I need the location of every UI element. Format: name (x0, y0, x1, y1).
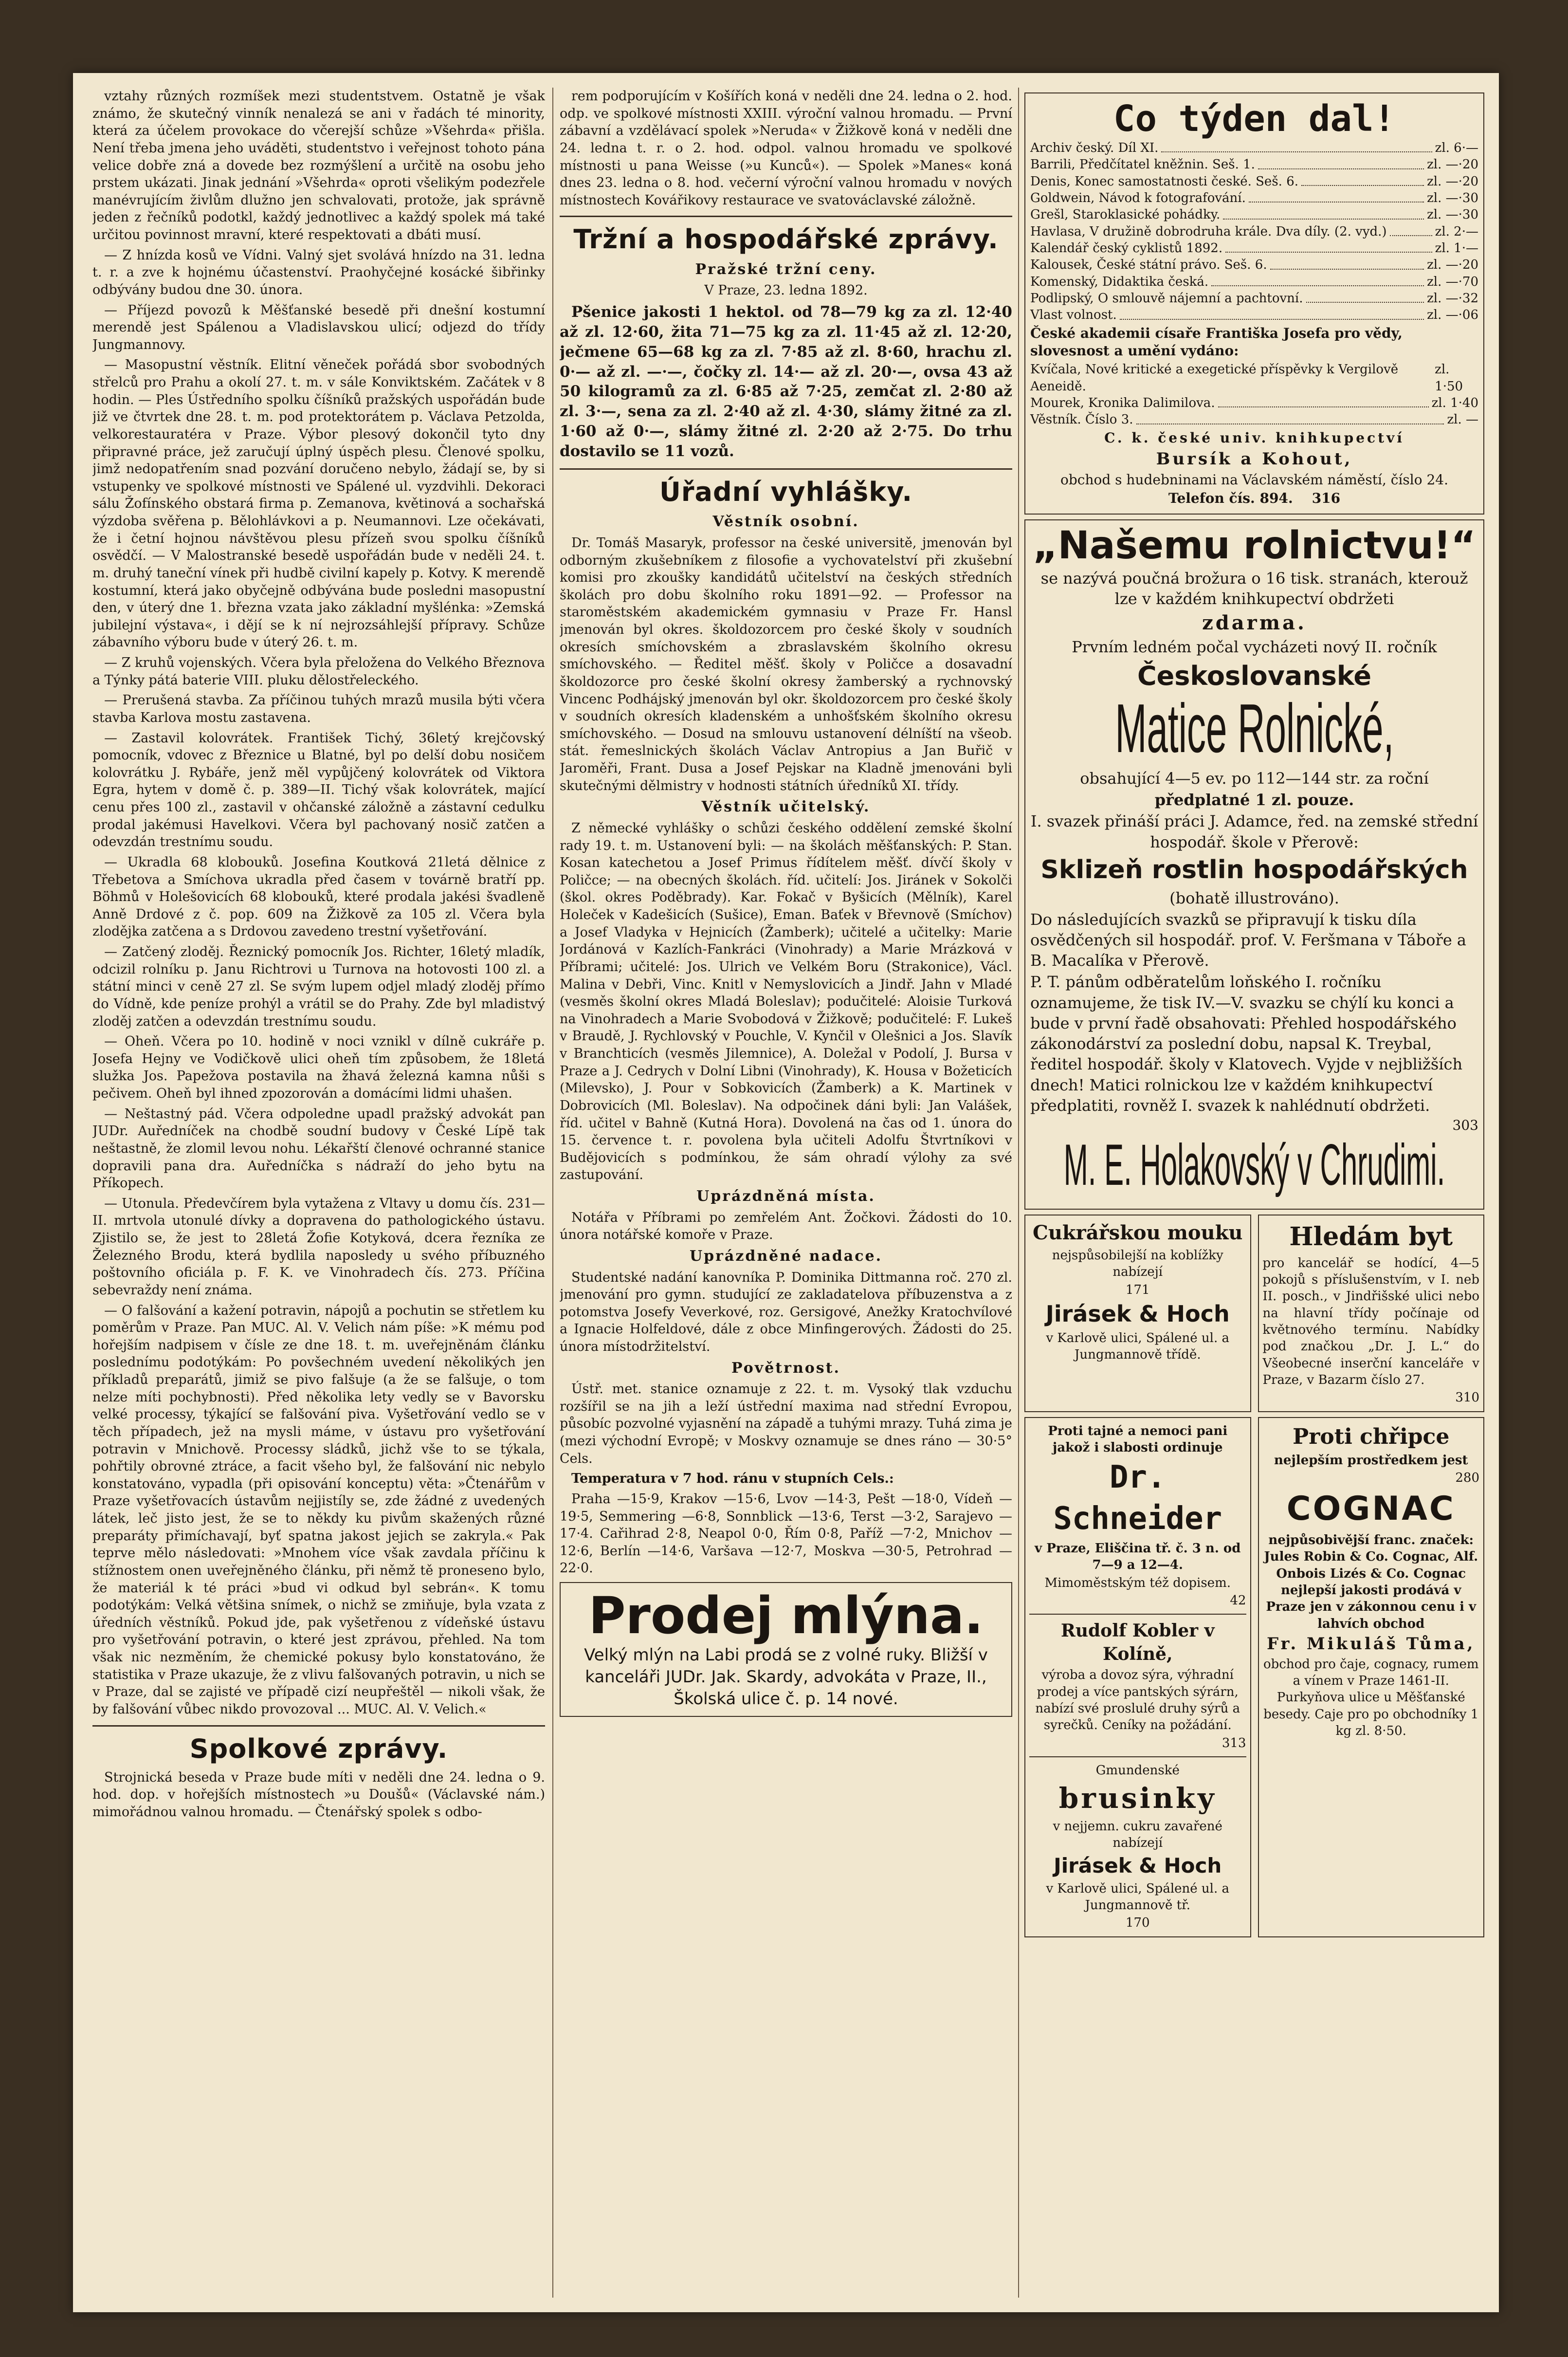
schneider-title: Dr. Schneider (1053, 1459, 1222, 1537)
co-tyden-title: Co týden dal! (1113, 98, 1396, 140)
zdarma-text: zdarma. (1202, 611, 1307, 634)
rolnictvu-text: se nazývá poučná brožura o 16 tisk. stranách, kterouž lze v každém knihkupectví obdržeti (1040, 569, 1468, 608)
trzni-zpravy-heading: Tržní a hospodářské zprávy. (560, 216, 1012, 257)
advert-number: 42 (1230, 1593, 1246, 1608)
book-price: zl. —·06 (1427, 308, 1478, 323)
column-divider (552, 88, 553, 2298)
book-title: Kalousek, České státní právo. Seš. 6. (1030, 258, 1267, 273)
book-price: zl. —·30 (1427, 207, 1478, 222)
advert-number: 310 (1455, 1390, 1479, 1405)
cognac-title: COGNAC (1286, 1490, 1456, 1528)
advert-number: 316 (1312, 490, 1341, 507)
book-row (1030, 411, 1478, 428)
bookstore-line-1: C. k. české univ. knihkupectví (1104, 429, 1404, 446)
book-price: zl. 2·— (1435, 224, 1478, 239)
book-price: zl. —·30 (1427, 191, 1478, 206)
book-title: Denis, Konec samostatnosti české. Seš. 6. (1030, 174, 1299, 189)
proti-chripce-title: Proti chřipce (1293, 1424, 1450, 1449)
bohate-text: (bohatě illustrováno). (1169, 888, 1339, 907)
bookstore-line-2: Bursík a Kohout, (1156, 449, 1353, 469)
book-title: Grešl, Staroklasické pohádky. (1030, 207, 1221, 222)
advert-number: 170 (1125, 1915, 1150, 1931)
book-title: Vlast volnost. (1030, 308, 1117, 323)
predplatne-text: předplatné 1 zl. pouze. (1154, 791, 1354, 810)
holakovsky-title: M. E. Holakovský v Chrudimi. (1063, 1136, 1445, 1198)
pocet-text: Prvním ledném počal vycházeti nový II. ročník (1072, 638, 1437, 657)
schneider-note: Mimoměstským též dopisem. (1044, 1575, 1231, 1590)
book-title: Věstník. Číslo 3. (1030, 412, 1133, 427)
brusinky-title: brusinky (1058, 1782, 1217, 1815)
matice-title: Matice Rolnické, (1115, 694, 1394, 767)
article-paragraph: — Zatčený zloděj. Řeznický pomocník Jos. Richter, 16letý mladík, odcizil rolníku p. Janu Richtrovi u Turnova na hotovosti 100 zl. a státní minci v ceně 27 zl. Se svým lupem odjel mladý zloděj přímo do Vídně, kde peníze prohýl a vrátil se do Prahy. Zde byl mladistvý zloděj zatčen a odevzdán trestnímu soudu. (92, 944, 545, 1029)
book-price: zl. —·20 (1427, 258, 1478, 273)
article-paragraph: — Ukradla 68 klobouků. Josefina Koutková 21letá dělnice z Třebetova a Smíchova ukradla před časem v továrně bratří pp. Böhmů v Holešovicích 68 klobouků, které prodala jakési švadleně Anně Drdové z č. pop. 609 na Žižkově za 105 zl. Včera byla zlodějka zatčena a s Drdovou zavedeno trestní vyšetřování. (92, 854, 545, 939)
article-paragraph: rem podporujícím v Košířích koná v neděli dne 24. ledna o 2. hod. odp. ve spolkové místnosti XXIII. výroční valnou hromadu. — První zábavní a vzdělávací spolek »Neruda« v Žižkově koná v neděli dne 24. ledna t. r. o 2. hod. odpol. valnou hromadu ve spolkové místnosti u pana Weisse (»u Kunců«). — Spolek »Manes« koná dnes 23. ledna o 8. hod. večerní výroční valnou hromadu v nových místnostech Kovářikovy restaurace ve svatováclavské záložně. (560, 89, 1012, 208)
cognac-advert (1258, 1417, 1485, 1937)
book-price: zl. —·20 (1427, 157, 1478, 172)
hledam-title: Hledám byt (1289, 1222, 1453, 1252)
uprazdnene-nadace-heading: Uprázdněné nadace. (689, 1247, 883, 1265)
svazek-text: I. svazek přináší práci J. Adamce, řed. na zemské střední hospodář. škole v Přerově: (1030, 812, 1478, 851)
bookstore-phone (1030, 490, 1478, 508)
column-2 (560, 88, 1012, 2298)
book-row (1030, 140, 1478, 156)
uredni-vyhlasky-heading: Úřadní vyhlášky. (560, 468, 1012, 509)
book-row (1030, 307, 1478, 323)
article-paragraph: Strojnická beseda v Praze bude míti v neděli dne 24. ledna o 9. hod. dop. v hořejších místnostech »u Doušů« (Václavské nám.) mimořádnou valnou hromadu. — Čtenářský spolek s odbo- (92, 1769, 545, 1820)
gmundenske-text: Gmundenské (1095, 1763, 1180, 1778)
book-row (1030, 395, 1478, 411)
akademie-text: České akademii císaře Františka Josefa pro vědy, slovesnost a umění vydáno: (1030, 325, 1403, 359)
book-price: zl. 1·40 (1431, 396, 1478, 411)
jirasek-title: Jirásek & Hoch (1054, 1854, 1222, 1878)
brusinky-text: v nejjemn. cukru zavařené nabízejí (1053, 1819, 1222, 1851)
book-title: Kvíčala, Nové kritické a exegetické příspěvky k Vergilově Aeneidě. (1030, 362, 1399, 394)
column-1 (92, 88, 545, 2298)
cognac-text: nejpůsobivější franc. značek: Jules Robin & Co. Cognac, Alf. Onbois Lizés & Co. Cognac nejlepší jakosti prodává v Praze jen v zákonnou cenu i v lahvích obchod (1264, 1532, 1478, 1631)
book-row (1030, 290, 1478, 307)
article-paragraph: — Příjezd povozů k Měšťanské besedě při dnešní kostumní merendě jest Spálenou a Vladislavskou ulicí; odjezd do třídy Jungmannovy. (92, 302, 545, 352)
article-paragraph: — Neštastný pád. Včera odpoledne upadl pražský advokát pan JUDr. Auředníček na chodbě soudní budovy v České Lípě tak neštastně, že zlomil levou nohu. Lékařští členové ochranné stanice dopravili pana dra. Auředníčka s nádraží do jeho bytu na Příkopech. (92, 1106, 545, 1191)
jirasek-title: Jirásek & Hoch (1045, 1300, 1230, 1327)
tuma-title: Fr. Mikuláš Tůma, (1266, 1634, 1476, 1654)
temperature-list: Praha —15·9, Krakov —15·6, Lvov —14·3, Pešt —18·0, Vídeň —19·5, Semmering —6·8, Sonnblick —13·6, Terst —3·2, Sarajevo —17·4. Cařihrad 2·8, Neapol 0·0, Řím 0·8, Paříž —7·2, Mnichov —12·6, Berlín —14·6, Varšava —12·7, Moskva —30·5, Petrohrad —22·0. (560, 1491, 1012, 1576)
article-paragraph: Ústř. met. stanice oznamuje z 22. t. m. Vysoký tlak vzduchu rozšířil se na jih a leží ústřední maxima nad střední Evropou, působíc pozvolné vyjasnění na západě a tuhými mrazy. Tuhá zima je (mezi východní Evropě; v Moskvy oznamuje se dnes ráno — 30·5° Cels. (560, 1381, 1012, 1466)
book-row (1030, 156, 1478, 173)
book-row (1030, 206, 1478, 223)
book-row (1030, 190, 1478, 206)
book-row (1030, 223, 1478, 240)
small-adverts-row-1 (1024, 1215, 1484, 1412)
uprazdnena-mista-heading: Uprázdněná místa. (696, 1188, 875, 1205)
book-price: zl. —·70 (1427, 274, 1478, 289)
advert-number: 171 (1125, 1282, 1150, 1297)
cs-title: Českoslovanské (1137, 660, 1372, 691)
jirasek-address: v Karlově ulici, Spálené ul. a Jungmannově třídě. (1046, 1330, 1230, 1362)
bookstore-line-3: obchod s hudebninami na Václavském náměstí, číslo 24. (1060, 471, 1448, 488)
small-adverts-row-2 (1024, 1417, 1484, 1937)
book-row (1030, 361, 1478, 395)
book-title: Barrili, Předčítatel kněžnin. Seš. 1. (1030, 157, 1255, 172)
mlyn-title: Prodej mlýna. (588, 1586, 984, 1646)
holakovsky-wrap (1030, 1136, 1478, 1204)
article-paragraph: Studentské nadání kanovníka P. Dominika Dittmanna roč. 270 zl. jmenování pro gymn. studující ze zakladatelova příbuzenstva a z potomstva Josefy Veverkové, roz. Gersigové, Anežky Kratochvílové a Ignacie Holfeldové, dále z obce Minfingerových. Žádosti do 25. února místodržitelství. (560, 1270, 1012, 1354)
article-paragraph: — O falšování a kažení potravin, nápojů a pochutin se střetlem ku poměrům v Praze. Pan MUC. Al. V. Velich nám píše: »K mému pod hořejším nadpisem v čísle ze dne 18. t. m. uveřejněnám článku poslednímu podotýkám: Po povšechném uvedení několikých jen příkladů preparátů, jimiž se pivo falšuje (a že se falšuje, o tom nelze míti pochybnosti). Před několika lety vedly se v Bavorsku velké processy, týkající se falšování piva. Vyšetřování vedlo se v těch případech, jež na mysli máme, v ústavu pro vyšetřování potravin v Mnichově. Processy sládků, jichž vše to se týkala, pohřtily obrovné ztráce, a facit všeho byl, že falšování nic nebylo konstatováno, vypadla (při opisování konceptu) věta: »Čtenářům v Praze vyšetřovacích ústavům nejjistíly se, zde žádné z uvedených látek, leč jisto jest, že se to někdy ku pivům skažených různé preparáty přimíchavají, byť spatna jakost jejich se zakryla.« Pak teprve mělo následovati: »Mnohem více však zavdala příčinu k stížnostem onen uveřejněného článku, při němž tě proneseno bylo, že materiál k té práci »bud vi odkud byl sebrán«. K tomu podotýkám: Velká většina snímek, o nichž se zmiňuje, byla vzata z úředních věstníků. Pokud jde, pak vyšetřenou z vídeňské ústavu pro vyšetřování potravin, o které jest zprávou, přehled. Na tom však nic nezměním, že chemické pokusy bylo konstatováno, že statistika v Praze ukazuje, že z vlivu falšovaných potravin, u nich se v Praze, dal se zajisté ve případě cizí neupřeštěl — nikoli však, že by falšování vůbec nikdo provozoval ... MUC. Al. V. Velich.« (92, 1303, 545, 1717)
matice-rolnicke-advert (1024, 519, 1484, 1210)
book-title: Goldwein, Návod k fotografování. (1030, 191, 1246, 206)
article-paragraph: — Prerušená stavba. Za příčinou tuhých mrazů musila býti včera stavba Karlova mostu zastavena. (92, 693, 545, 725)
prices-paragraph: Pšenice jakosti 1 hektol. od 78—79 kg za zl. 12·40 až zl. 12·60, žita 71—75 kg za zl. 11·45 až zl. 12·20, ječmene 65—68 kg za zl. 7·85 až zl. 8·60, hrachu zl. 0·— až zl. —·—, čočky zl. 14·— až zl. 20·—, ovsa 43 až 50 kilogramů za zl. 6·85 až 7·25, zemčat zl. 2·80 až zl. 3·—, sena za zl. 2·40 až zl. 4·30, slámy žitné za zl. 1·60 až 0·—, slámy žitné zl. 2·20 až 2·75. Do trhu dostavilo se 11 vozů. (560, 303, 1012, 460)
book-price: zl. 6·— (1435, 141, 1478, 156)
advert-number: 313 (1222, 1735, 1246, 1750)
article-paragraph: Dr. Tomáš Masaryk, professor na české universitě, jmenován byl odborným zkušebníkem z filosofie a vychovatelství při zkušební komisi pro zkoušky kandidátů učitelství na českých středních školách pro dobu školního roku 1891—92. — Professor na staroměstském akademickém gymnasiu v Praze Fr. Hansl jmenován byl okres. školdozorcem pro české školy v soudních okresích smíchovském a zbraslavském školního okresu smíchovského. — Ředitel měšť. školy v Poličce a dosavadní školdozorce pro české školní okresy žamberský a rychnovský Vincenc Podhájský jmenován byl okr. školdozorcem pro české školy v soudních okresích kladenském a unhošťském školního okresu smíchovského. — Dosud na smlouvu ustanovení délníští na všeob. stát. řemeslnických školách Václav Antropius a Jan Buřič v Jaroměři, Frant. Dusa a Josef Pejskar na Kladně jmenováni byli skutečnými dělmistry v hodnosti státních úředníků XI. třídy. (560, 535, 1012, 793)
prostredek-text: nejlepším prostředkem jest (1274, 1453, 1468, 1468)
svazek2-text: Do následujících svazků se připravují k tisku díla osvědčených sil hospodář. prof. V. Feršmana v Táboře a B. Macalíka v Přerově. (1030, 910, 1466, 970)
article-paragraph: vztahy různých rozmíšek mezi studentstvem. Ostatně je však známo, že skutečný vinník nenalezá se ani v řadách té minority, která za účelem provokace do včerejší schůze »Všehrda« přišla. Není třeba jmena jeho uváděti, studentstvo i veřejnost tohoto pána velice dobře zná a dovede bez rozmýšlení a určitě na osobu jeho prstem ukázati. Jinak jednání »Všehrda« oproti všelikým podezřele manévrujícím živlům dlužno jen schvalovati, protože, jak správně jeden z řečníků podotkl, každý jednotlivec a každý spolek má také určitou povinnost mravní, které respektovati a dbáti musí. (92, 89, 545, 242)
schneider-advert (1024, 1417, 1251, 1937)
temperature-heading: Temperatura v 7 hod. ránu v stupních Cels.: (571, 1471, 894, 1487)
trzni-ceny-subheading: Pražské tržní ceny. (695, 260, 877, 278)
advert-number: 303 (1452, 1117, 1478, 1134)
obsah-text: obsahující 4—5 ev. po 112—144 str. za roční (1080, 769, 1429, 788)
povetrnost-heading: Povětrnost. (731, 1359, 840, 1377)
dateline: V Praze, 23. ledna 1892. (704, 283, 868, 298)
jirasek-address: v Karlově ulici, Spálené ul. a Jungmannově tř. (1046, 1881, 1230, 1913)
hledam-text: pro kancelář se hodící, 4—5 pokojů s příslušenstvím, v I. neb II. posch., v Jindřišské ulici nebo na hlavní třídy počínaje od květnového termínu. Nabídky pod značkou „Dr. J. L.“ do Všeobecné inserční kanceláře v Praze, v Bazarm číslo 27. (1262, 1255, 1479, 1387)
advert-number: 280 (1455, 1470, 1479, 1485)
cukrarska-mouka-advert (1024, 1215, 1251, 1412)
kobler-title: Rudolf Kobler v Kolíně, (1060, 1620, 1215, 1664)
book-list (1030, 140, 1478, 323)
mlyn-text: Velký mlýn na Labi prodá se z volné ruky. Bližší v kanceláři JUDr. Jak. Skardy, advokáta v Praze, II., Školská ulice č. p. 14 nové. (584, 1645, 988, 1709)
book-price: zl. — (1447, 412, 1478, 427)
hledam-byt-advert (1258, 1215, 1485, 1412)
vestnik-osobni-heading: Věstník osobní. (712, 513, 859, 531)
book-title: Podlipský, O smlouvě nájemní a pachtovní. (1030, 291, 1303, 306)
book-row (1030, 257, 1478, 273)
article-paragraph: — Oheň. Včera po 10. hodině v noci vznikl v dílně cukráře p. Josefa Hejny ve Vodičkově ulici oheň tím způsobem, že 18letá služka Jos. Papežova postavila na žhavá železná kamna nůši s pečivem. Oheň byl ihned zpozorován a domácími lidmi uhašen. (92, 1034, 545, 1101)
cukraskou-text: nejspůsobilejší na koblížky nabízejí (1052, 1248, 1223, 1280)
matice-wrap (1030, 694, 1478, 767)
odberatel-text: P. T. pánům odběratelům loňského I. ročníku oznamujeme, že tisk IV.—V. svazku se chýlí ku konci a bude v první řadě obsahovati: Přehled hospodářského zákonodárství za poslední dobu, napsal K. Treybal, ředitel hospodář. školy v Klatovech. Vyjde v nejbližších dnech! Matici rolnickou lze v každém knihkupectví předplatiti, rovněž I. svazek k nahlédnutí obdržeti. (1030, 973, 1463, 1115)
column-divider (1018, 88, 1019, 2298)
book-title: Havlasa, V družině dobrodruha krále. Dva díly. (2. vyd.) (1030, 224, 1387, 239)
book-title: Kalendář český cyklistů 1892. (1030, 240, 1223, 256)
spolkove-zpravy-heading: Spolkové zprávy. (92, 1725, 545, 1766)
vestnik-ucitelsky-heading: Věstník učitelský. (701, 798, 871, 816)
article-paragraph: — Zastavil kolovrátek. František Tichý, 36letý krejčovský pomocník, vdovec z Březnice u Blatné, byl po delší dobu nosičem kolovrátku J. Rybáře, jenž měl vypůjčený kolovrátek od Viktora Egra, hytem v domě č. p. 389—II. Tichý však kolovrátek, mající cenu přes 100 zl., zastavil v ohčanské záložně a zástavní cedulku prodal jakémusi Havelkovi. Včera byl pachovaný nosič zatčen a odevzdán trestnímu soudu. (92, 730, 545, 850)
mlyn-advert (560, 1582, 1012, 1717)
book-title: Mourek, Kronika Dalimilova. (1030, 396, 1215, 411)
book-list-2 (1030, 361, 1478, 428)
column-3 (1024, 88, 1484, 2298)
book-title: Komenský, Didaktika česká. (1030, 274, 1209, 289)
article-paragraph: — Z kruhů vojenských. Včera byla přeložena do Velkého Březnova a Týnky pátá baterie VIII. pluku dělostřeleckého. (92, 655, 545, 688)
rolnictvu-title: „Našemu rolnictvu!“ (1033, 524, 1476, 568)
article-paragraph: — Masopustní věstník. Elitní věneček pořádá sbor svobodných střelců pro Prahu a okolí 27. t. m. v sále Konviktském. Začátek v 8 hodin. — Ples Ústředního spolku číšníků pražských uspořádán bude již ve čtvrtek dne 28. t. m. pod protektorátem p. Václava Petzolda, velkorestauratéra v Praze. Výbor plesový dokončil tyto dny připravné práce, jež zaručují úplný úspěch plesu. Členové spolku, jimž nedopatřením snad pozvání doručeno nebylo, žádají se, by si vstupenky ve spolkové místnosti ve Spálené ul. vyzdvihli. Dekoraci sálu Žofínského obstará firma p. Zemanova, květinová a sochařská výzdoba svěřena p. Bělohlávkovi a p. Neumannovi. Lze očekávati, že i četní hojnou návštěvou plesu přízeň svou spolku číšníků osvědčí. — V Malostranské besedě uspořádán bude v neděli 24. t. m. druhý taneční vínek při hudbě civilní kapely p. Kotvy. K merendě kostumní, která jako obyčejně odbývána bude posledni masopustní den, v úterý dne 1. března vzata jako základní myšlénka: »Zemská jubilejní výstava«, i dějí se k ní nejrozsáhlejší přípravy. Schůze zábavního výboru bude v úterý 26. t. m. (92, 357, 545, 650)
co-tyden-advert (1024, 92, 1484, 515)
cukraskou-title: Cukrářskou mouku (1032, 1221, 1243, 1245)
newspaper-page (73, 73, 1499, 2312)
article-paragraph: — Z hnízda kosů ve Vídni. Valný sjet svolává hnízdo na 31. ledna t. r. a zve k hojnému účastenství. Praohyčejné kosácké šibřinky odbývány budou dne 30. února. (92, 247, 545, 297)
book-price: zl. 1·50 (1435, 362, 1463, 394)
article-paragraph: Notářa v Příbrami po zemřelém Ant. Žočkovi. Žádosti do 10. února notářské komoře v Praze. (560, 1210, 1012, 1243)
article-paragraph: — Utonula. Předevčírem byla vytažena z Vltavy u domu čís. 231—II. mrtvola utonulé dívky a dopravena do pathologického ústavu. Zjistilo se, že jest to 28letá Žofie Kotyková, dcera řezníka ze Železného Brodu, která bydlila naposledy u svého příbuzného poštovního oficiála p. F. K. ve Vinohradech čís. 273. Příčina sebevraždy není známa. (92, 1196, 545, 1298)
tuma-text: obchod pro čaje, cognacy, rumem a vínem v Praze 1461-II. Purkyňova ulice u Měšťanské besedy. Caje pro po obchodníky 1 kg zl. 8·50. (1263, 1657, 1479, 1738)
book-row (1030, 274, 1478, 290)
book-price: zl. —·20 (1427, 174, 1478, 189)
book-price: zl. —·32 (1427, 291, 1478, 306)
proti-nemoci-text: Proti tajné a nemoci pani jakož i slabosti ordinuje (1048, 1423, 1228, 1455)
book-row (1030, 173, 1478, 190)
book-row (1030, 240, 1478, 257)
article-paragraph: Z německé vyhlášky o schůzi českého oddělení zemské školní rady 19. t. m. Ustanovení byli: — na školách měšťanských: P. Stan. Kosan katechetou a Josef Primus řídítelem měšť. dívčí školy v Poličce; — na obecných školách. říd. učitelí: Jos. Jiránek v Sokolči (škol. okres Poděbrady). Kar. Fokač v Byšicích (Mělník), Karel Holeček v Kadešicích (Sušice), Eman. Baťek v Břevnově (Smíchov) a Josef Vladyka v Hejnicích (Žamberk); učitelé a učitelky: Marie Jordánová v Kazlích-Fankráci (Vinohrady) a Marie Mrázková v Příbrami; učitelé: Jos. Ulrich ve Velkém Boru (Strakonice), Václ. Malina v Debři, Vinc. Knitl v Nemyslovicích a Jindř. Jahn v Mladé (vesměs školní okres Mladá Boleslav); podučitelé: Aloisie Turková na Vinohradech a Marie Svobodová v Žižkově; podučitelé: F. Lukeš v Braudě, J. Rychlovský v Pouchle, V. Kynčil v Olešnici a Jos. Slavík v Branchticích (vesměs Jilemnice), A. Doležal v Podolí, J. Bursa v Praze a J. Cedrych v Dolní Libni (Vinohrady), K. Housa v Božeticích (Milevsko), J. Pour v Sobkovicích (Žamberk) a K. Martinek v Dobrovicích (Ml. Boleslav). Na odpočinek dáni byli: Jan Valášek, říd. učitel v Bahně (Kutná Hora). Dovolená na čas od 1. února do 15. července t. r. povolena byla učiteli Adolfu Štvrtníkovi v Budějovicích s podmínkou, že sám ohradí výlohy za své zastupování. (560, 820, 1012, 1183)
kobler-text: výroba a dovoz sýra, výhradní prodej a více pantských sýrárn, nabízí své proslulé druhy sýrů a syrečků. Ceníky na požádání. (1035, 1668, 1240, 1733)
book-price: zl. 1·— (1435, 240, 1478, 256)
phone-text: Telefon čís. 894. (1168, 490, 1293, 507)
sklizen-title: Sklizeň rostlin hospodářských (1040, 855, 1468, 884)
schneider-address: v Praze, Eliščina tř. č. 3 n. od 7—9 a 12—4. (1035, 1541, 1241, 1573)
book-title: Archiv český. Díl XI. (1030, 141, 1159, 156)
